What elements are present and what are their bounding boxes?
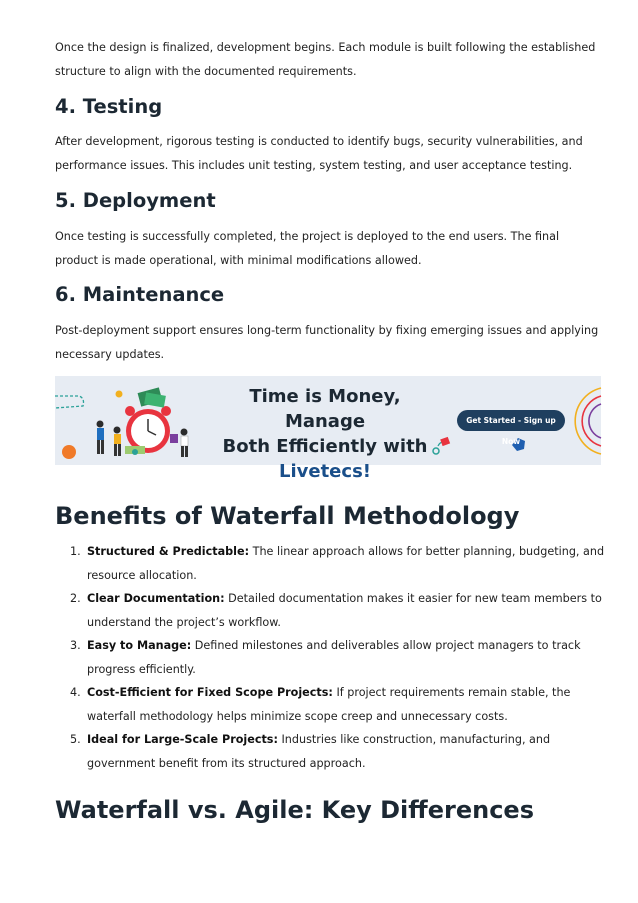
person-icon [97, 421, 105, 455]
list-item [70, 634, 605, 681]
list-item-term: Easy to Manage: [87, 639, 192, 652]
list-item-number: 1. [70, 545, 81, 558]
list-item-term: Structured & Predictable: [87, 545, 250, 558]
intro-paragraph: Once the design is finalized, development begins. Each module is built following the established structure to align with the documented requirements. [55, 41, 596, 78]
rainbow-arc-decoration [575, 388, 601, 454]
section-heading-testing: 4. Testing [55, 95, 163, 118]
coin-icon [132, 449, 138, 455]
banner-title-line-1: Time is Money, Manage [249, 386, 401, 432]
banner-title-line-2: Both Efficiently with [222, 436, 428, 457]
section-text-testing: After development, rigorous testing is conducted to identify bugs, security vulnerabilities, and performance issues. This includes unit testing, system testing, and user acceptance testing. [55, 135, 583, 172]
banner-brand: Livetecs! [279, 461, 371, 482]
money-icon [138, 387, 166, 407]
list-item-term: Cost-Efficient for Fixed Scope Projects: [87, 686, 333, 699]
coin-icon [116, 391, 123, 398]
section-heading-deployment: 5. Deployment [55, 189, 216, 212]
list-item-text: Detailed documentation makes it easier for new team members to understand the project’s workflow. [87, 592, 602, 629]
briefcase-icon [170, 434, 178, 443]
list-item-text: Industries like construction, manufacturing, and government benefit from its structured approach. [87, 733, 551, 770]
section-text-maintenance: Post-deployment support ensures long-term functionality by fixing emerging issues and applying necessary updates. [55, 324, 599, 361]
dashed-line-decoration [55, 396, 84, 408]
list-item-text: Defined milestones and deliverables allow project managers to track progress efficiently. [87, 639, 581, 676]
list-item [70, 587, 605, 634]
list-item [70, 681, 605, 728]
list-item-term: Ideal for Large-Scale Projects: [87, 733, 278, 746]
list-item-text: If project requirements remain stable, the waterfall methodology helps minimize scope creep and unnecessary costs. [87, 686, 571, 723]
list-item-number: 2. [70, 592, 81, 605]
section-text-deployment: Once testing is successfully completed, the project is deployed to the end users. The final product is made operational, with minimal modifications allowed. [55, 230, 560, 267]
orange-dot-decoration [62, 445, 76, 459]
promo-banner[interactable] [55, 376, 601, 482]
section-heading-maintenance: 6. Maintenance [55, 283, 225, 306]
benefits-list [70, 540, 605, 775]
list-item-text: The linear approach allows for better planning, budgeting, and resource allocation. [87, 545, 605, 582]
cursor-icon [433, 437, 450, 454]
get-started-button[interactable]: Get Started - Sign up Now [457, 410, 565, 431]
list-item [70, 728, 605, 775]
benefits-heading: Benefits of Waterfall Methodology [55, 502, 520, 530]
person-icon [114, 427, 122, 457]
banner-title [215, 384, 435, 484]
list-item-term: Clear Documentation: [87, 592, 225, 605]
list-item-number: 5. [70, 733, 81, 746]
list-item [70, 540, 605, 587]
alarm-clock-icon [125, 406, 171, 453]
list-item-number: 3. [70, 639, 81, 652]
comparison-heading: Waterfall vs. Agile: Key Differences [55, 796, 534, 824]
list-item-number: 4. [70, 686, 81, 699]
person-icon [181, 429, 189, 458]
